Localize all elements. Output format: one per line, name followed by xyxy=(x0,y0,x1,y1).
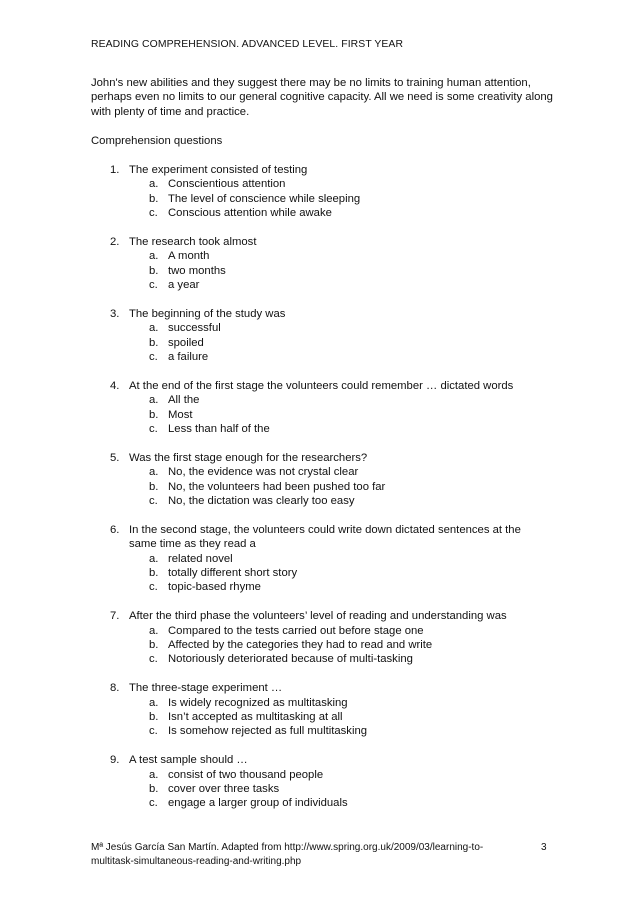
option xyxy=(0,494,638,508)
option-letter: b. xyxy=(149,264,159,277)
option-letter: a. xyxy=(149,552,159,565)
option xyxy=(0,336,638,350)
option xyxy=(0,782,638,796)
option xyxy=(0,696,638,710)
option xyxy=(0,278,638,292)
question-number: 2. xyxy=(110,235,120,248)
option-text: related novel xyxy=(168,552,233,565)
question-4 xyxy=(0,379,638,437)
option-letter: c. xyxy=(149,207,158,220)
option-text: engage a larger group of individuals xyxy=(168,797,348,810)
option-text: topic-based rhyme xyxy=(168,581,261,594)
option xyxy=(0,624,638,638)
option-letter: c. xyxy=(149,581,158,594)
option xyxy=(0,206,638,220)
question-number: 4. xyxy=(110,379,120,392)
option-letter: c. xyxy=(149,653,158,666)
option xyxy=(0,652,638,666)
option-letter: a. xyxy=(149,250,159,263)
option-text: No, the evidence was not crystal clear xyxy=(168,466,359,479)
footer-citation-line: Mª Jesús García San Martín. Adapted from http://www.spring.org.uk/2009/03/learning-to- xyxy=(91,842,484,853)
question-text: The experiment consisted of testing xyxy=(129,164,308,176)
question-number: 6. xyxy=(110,523,120,536)
option xyxy=(0,796,638,810)
question-number: 8. xyxy=(110,682,120,695)
page-footer xyxy=(91,841,561,868)
option-text: spoiled xyxy=(168,336,204,349)
option xyxy=(0,724,638,738)
question-text: The research took almost xyxy=(129,235,257,248)
intro-line: with plenty of time and practice. xyxy=(91,105,250,118)
option xyxy=(0,264,638,278)
option-text: A month xyxy=(168,250,210,263)
option-letter: c. xyxy=(149,495,158,508)
footer-citation-line: multitask-simultaneous-reading-and-writing.php xyxy=(91,855,302,867)
option-letter: b. xyxy=(149,480,159,493)
option-letter: a. xyxy=(149,624,159,637)
question-9 xyxy=(0,753,638,811)
option-text: successful xyxy=(168,322,221,335)
option xyxy=(0,422,638,436)
option-text: Conscientious attention xyxy=(168,178,286,191)
option xyxy=(0,350,638,364)
option xyxy=(0,638,638,652)
option-letter: c. xyxy=(149,725,158,738)
option-text: Most xyxy=(168,408,193,421)
option xyxy=(0,552,638,566)
option-text: Notoriously deteriorated because of multi-tasking xyxy=(168,653,413,666)
option-letter: b. xyxy=(149,782,159,795)
option xyxy=(0,768,638,782)
option-text: Compared to the tests carried out before stage one xyxy=(168,624,424,637)
option-text: Conscious attention while awake xyxy=(168,207,332,220)
intro-line: perhaps even no limits to our general cognitive capacity. All we need is some creativity along xyxy=(91,91,553,104)
question-number: 5. xyxy=(110,451,120,464)
question-number: 9. xyxy=(110,754,120,767)
option xyxy=(0,566,638,580)
option-text: No, the volunteers had been pushed too far xyxy=(168,480,386,493)
question-text: In the second stage, the volunteers could write down dictated sentences at the same time as they read a xyxy=(129,523,521,551)
option xyxy=(0,480,638,494)
intro-line: John's new abilities and they suggest there may be no limits to training human attention, xyxy=(91,77,531,89)
option-text: Affected by the categories they had to read and write xyxy=(168,639,433,652)
option-letter: c. xyxy=(149,423,158,436)
page-header: READING COMPREHENSION. ADVANCED LEVEL. FIRST YEAR xyxy=(91,39,404,50)
option-text: totally different short story xyxy=(168,567,298,580)
option-letter: a. xyxy=(149,466,159,479)
question-text: The three-stage experiment … xyxy=(129,682,283,695)
question-number: 3. xyxy=(110,307,120,320)
option-text: All the xyxy=(168,394,200,407)
option-text: No, the dictation was clearly too easy xyxy=(168,495,355,508)
option-letter: b. xyxy=(149,408,159,421)
option-text: Is widely recognized as multitasking xyxy=(168,696,348,709)
intro-paragraph xyxy=(91,76,561,119)
option-letter: b. xyxy=(149,567,159,580)
option-letter: b. xyxy=(149,336,159,349)
option-text: Isn’t accepted as multitasking at all xyxy=(168,710,343,723)
option xyxy=(0,321,638,335)
option-letter: a. xyxy=(149,696,159,709)
option xyxy=(0,393,638,407)
question-text: After the third phase the volunteers’ level of reading and understanding was xyxy=(129,610,507,623)
option-text: consist of two thousand people xyxy=(168,768,324,781)
option xyxy=(0,408,638,422)
option-letter: a. xyxy=(149,394,159,407)
option-text: a failure xyxy=(168,351,209,364)
question-number: 1. xyxy=(110,164,120,176)
option-text: The level of conscience while sleeping xyxy=(168,192,361,205)
question-text: Was the first stage enough for the researchers? xyxy=(129,451,368,464)
option-letter: c. xyxy=(149,279,158,292)
question-2 xyxy=(0,235,638,293)
option-letter: a. xyxy=(149,322,159,335)
option-text: Less than half of the xyxy=(168,423,270,436)
option xyxy=(0,465,638,479)
option-letter: b. xyxy=(149,710,159,723)
option-letter: b. xyxy=(149,192,159,205)
question-7 xyxy=(0,609,638,667)
option-letter: a. xyxy=(149,178,159,191)
question-8 xyxy=(0,681,638,739)
questions-list xyxy=(0,163,638,825)
option-text: two months xyxy=(168,264,226,277)
question-5 xyxy=(0,451,638,509)
option-text: a year xyxy=(168,279,200,292)
option xyxy=(0,192,638,206)
option xyxy=(0,249,638,263)
question-text: The beginning of the study was xyxy=(129,307,286,320)
option-letter: b. xyxy=(149,639,159,652)
option xyxy=(0,580,638,594)
option-text: Is somehow rejected as full multitasking xyxy=(168,725,368,738)
question-1 xyxy=(0,163,638,221)
question-6 xyxy=(0,523,638,595)
option xyxy=(0,710,638,724)
option-text: cover over three tasks xyxy=(168,782,280,795)
option-letter: c. xyxy=(149,351,158,364)
page-number: 3 xyxy=(541,842,547,853)
question-3 xyxy=(0,307,638,365)
option-letter: c. xyxy=(149,797,158,810)
option-letter: a. xyxy=(149,768,159,781)
section-title: Comprehension questions xyxy=(91,135,223,147)
question-text: A test sample should … xyxy=(129,754,248,767)
question-text: At the end of the first stage the volunteers could remember … dictated words xyxy=(129,379,514,392)
option xyxy=(0,177,638,191)
question-number: 7. xyxy=(110,610,120,623)
